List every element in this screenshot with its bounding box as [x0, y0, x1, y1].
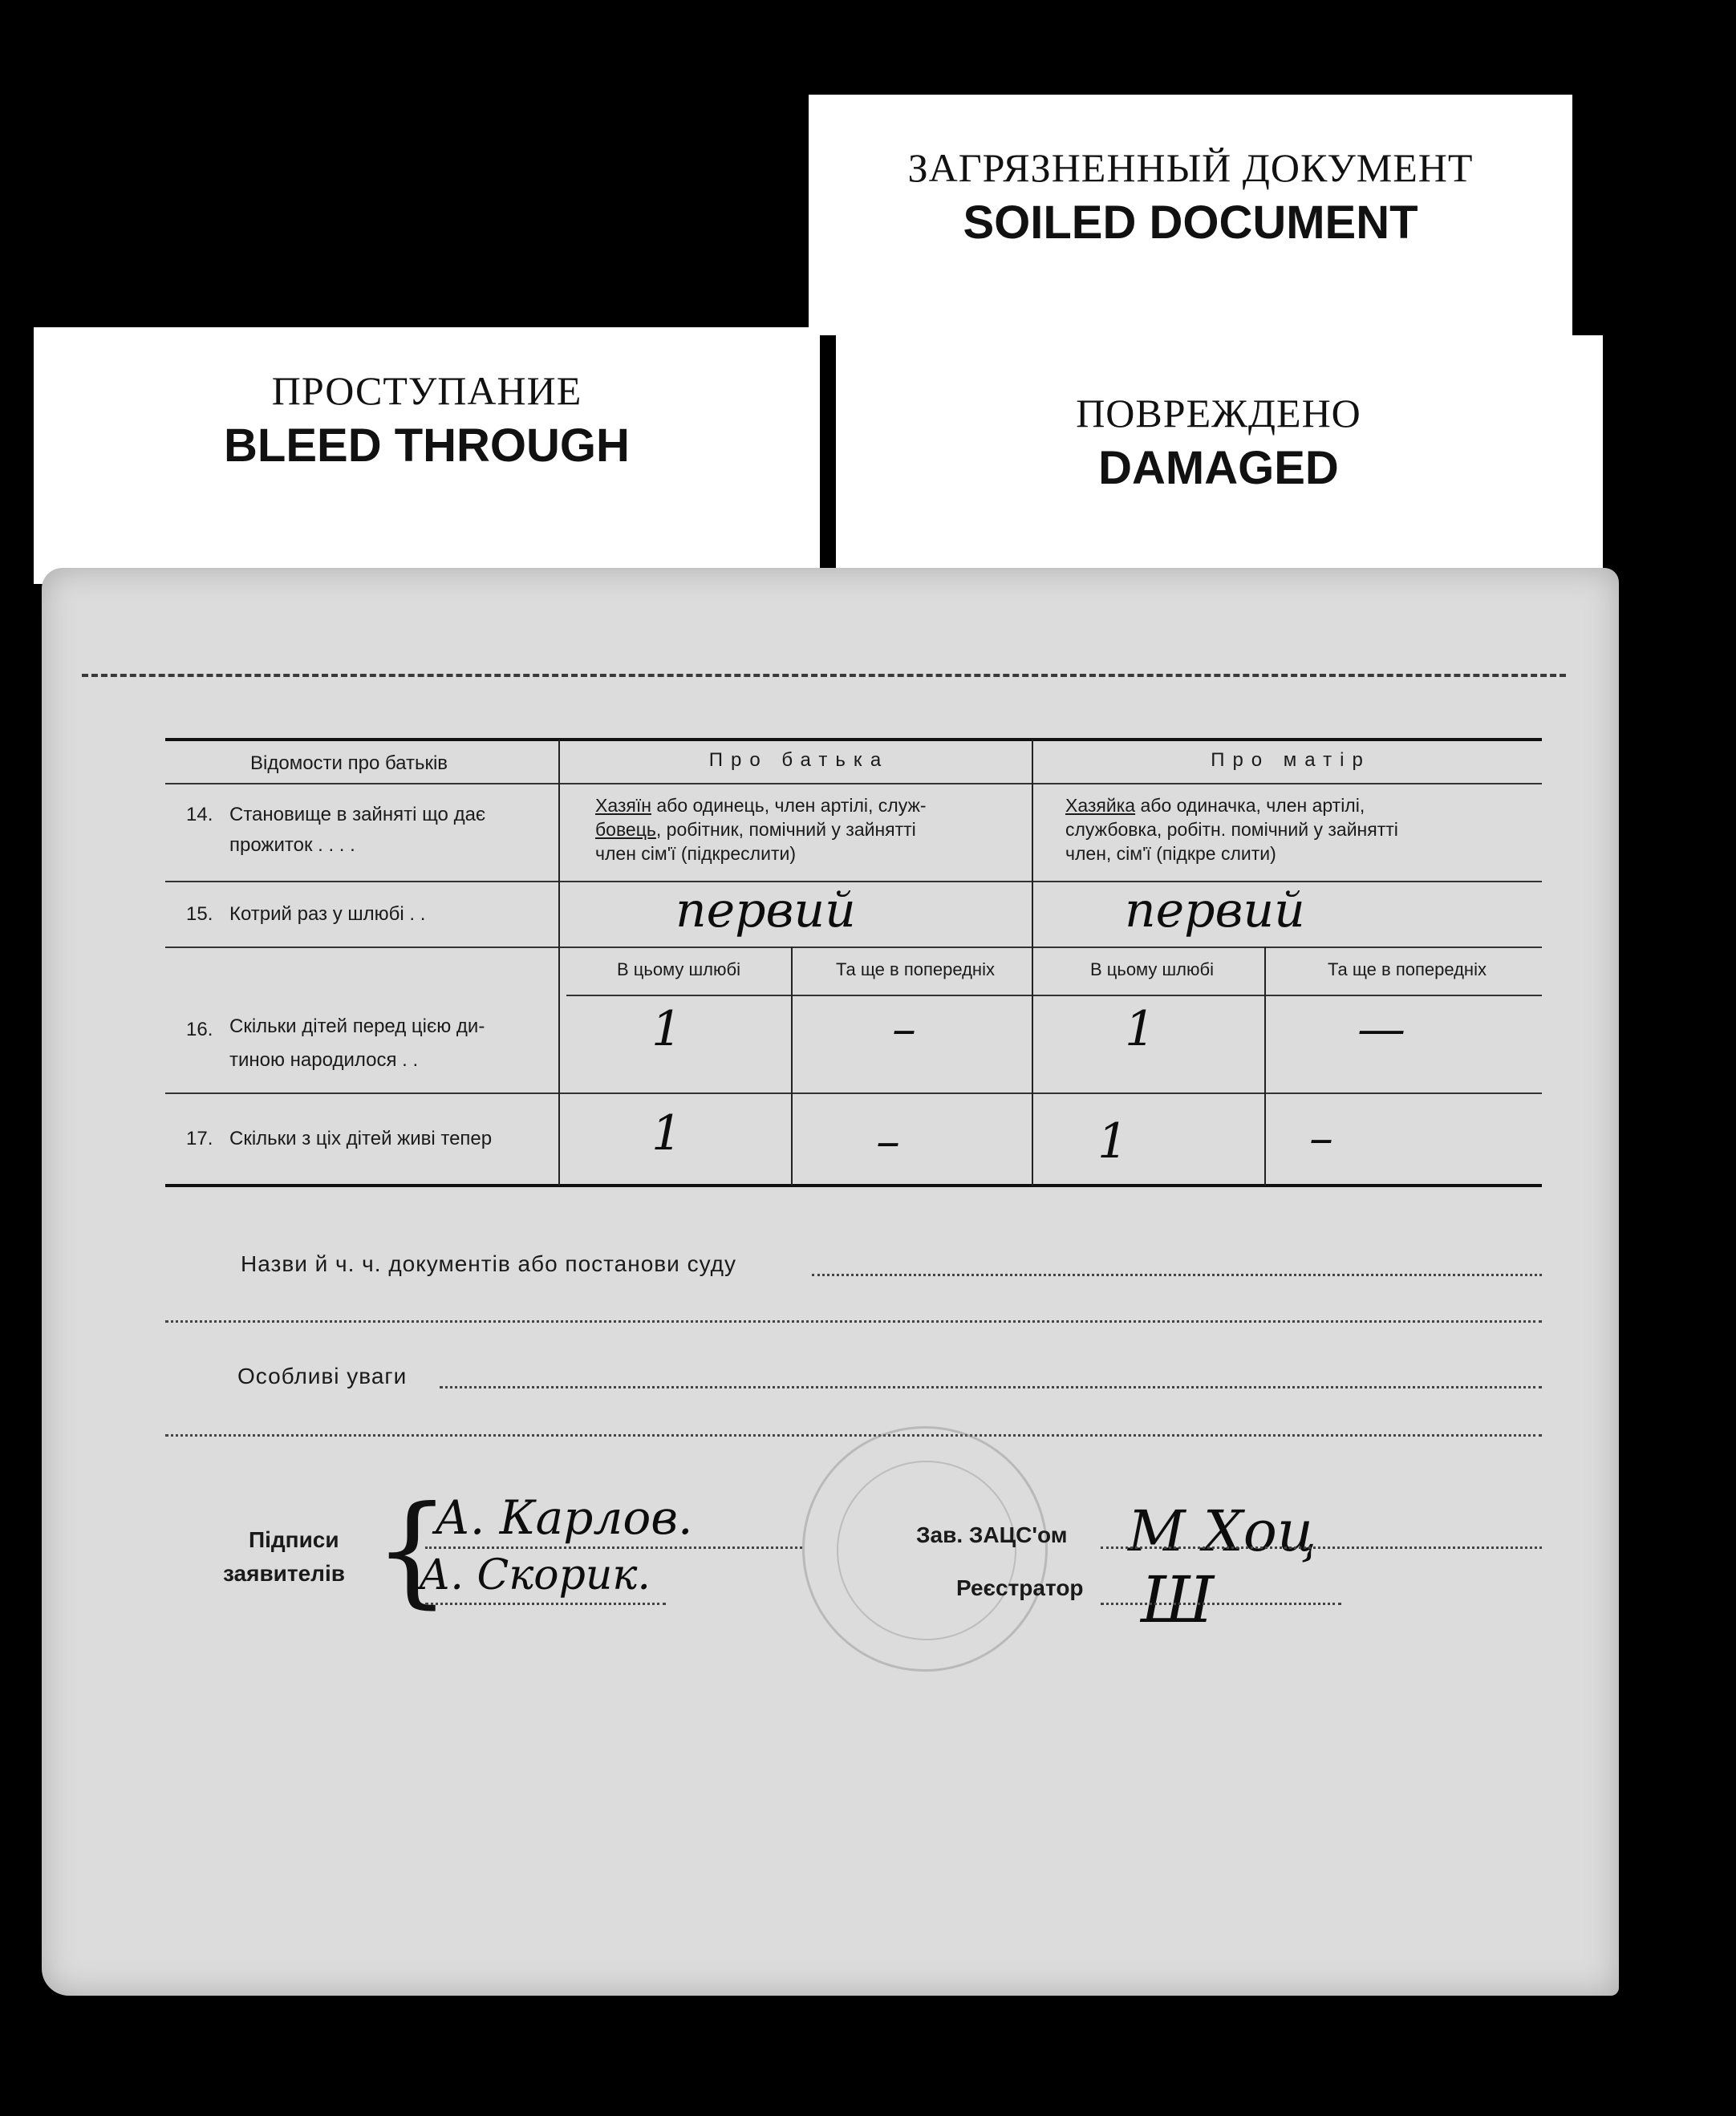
col-divider-father [791, 947, 793, 1186]
registrar-signature: Ш [1141, 1563, 1215, 1637]
col-divider-1 [558, 740, 560, 1186]
row16-father-prev: – [892, 1001, 916, 1057]
notes-line-1 [440, 1386, 1542, 1388]
row15-mother-handwritten: первий [1125, 882, 1305, 938]
applicant-line-1 [425, 1546, 802, 1549]
header-father: Про батька [708, 749, 890, 771]
soiled-card-english: SOILED DOCUMENT [963, 197, 1418, 249]
head-signature: М Хоц [1128, 1498, 1316, 1564]
father-line2-rest: , робітник, помічний у зайнятті [655, 819, 916, 840]
row16-number: 16. [186, 1019, 213, 1040]
damaged-card-russian: ПОВРЕЖДЕНО [1076, 391, 1361, 436]
applicants-label-1: Підписи [249, 1527, 339, 1552]
row14-mother-line2: службовка, робітн. помічний у зайнятті [1065, 819, 1398, 840]
damaged-card [834, 335, 1603, 592]
head-signature-line [1101, 1546, 1542, 1549]
bleed-through-card [34, 327, 820, 584]
head-label: Зав. ЗАЦС'ом [916, 1522, 1068, 1547]
soiled-document-card [809, 95, 1572, 351]
subheader-father-this: В цьому шлюбі [616, 959, 741, 979]
row16-label-2: тиною народилося . . [229, 1049, 419, 1071]
table-bottom-rule [165, 1184, 1542, 1187]
row17-father-this: 1 [651, 1105, 683, 1161]
subheader-father-prev: Та ще в попередніх [836, 959, 995, 979]
row15-number: 15. [186, 903, 213, 925]
row14-number: 14. [186, 804, 213, 825]
damaged-card-english: DAMAGED [1098, 442, 1339, 494]
applicants-label-2: заявителів [223, 1561, 345, 1586]
father-employee-underlined: бовець [595, 819, 656, 840]
subheader-mother-this: В цьому шлюбі [1089, 959, 1215, 979]
row14-father-line3: член сім'ї (підкреслити) [595, 843, 796, 864]
father-line1-rest: або одинець, член артілі, служ- [651, 795, 927, 816]
table-header-rule [165, 783, 1542, 784]
row16-mother-prev: — [1357, 1001, 1405, 1057]
row14-label-1: Становище в зайняті що дає [229, 804, 486, 825]
row15-father-handwritten: первий [675, 882, 856, 938]
applicant-line-2 [425, 1603, 666, 1605]
col-divider-2 [1032, 740, 1033, 1186]
card-divider [820, 335, 836, 576]
document-sheet [42, 568, 1619, 1996]
header-mother: Про матір [1211, 749, 1371, 771]
stamp-inner-ring [837, 1461, 1016, 1640]
mother-line1-rest: або одиначка, член артілі, [1135, 795, 1365, 816]
row16-mother-this: 1 [1125, 1001, 1156, 1057]
subheader-rule [566, 995, 1542, 996]
row14-mother-line1 [1065, 794, 1365, 818]
bleed-card-english: BLEED THROUGH [224, 420, 630, 472]
official-stamp [802, 1426, 1048, 1672]
father-owner-underlined: Хазяїн [595, 795, 651, 816]
row15-label: Котрий раз у шлюбі . . [229, 903, 426, 925]
row16-rule [165, 1092, 1542, 1094]
row17-label: Скільки з ціх дітей живі тепер [229, 1128, 493, 1149]
row17-father-prev: – [876, 1113, 900, 1169]
documents-label: Назви й ч. ч. документів або постанови суду [241, 1251, 736, 1276]
row16-label-1: Скільки дітей перед цією ди- [229, 1015, 485, 1037]
row17-number: 17. [186, 1128, 213, 1149]
row15-rule [165, 947, 1542, 948]
documents-line-1 [812, 1274, 1542, 1276]
table-top-rule [165, 738, 1542, 741]
col-divider-mother [1264, 947, 1266, 1186]
row14-mother-line3: член, сім'ї (підкре слити) [1065, 843, 1276, 864]
documents-line-2 [165, 1320, 1542, 1323]
registrar-label: Реєстратор [956, 1575, 1084, 1600]
applicant-signature-1: А. Карлов. [435, 1490, 693, 1545]
perforation-line [82, 674, 1566, 677]
row14-label-2: прожиток . . . . [229, 834, 355, 856]
soiled-card-russian: ЗАГРЯЗНЕННЫЙ ДОКУМЕНТ [907, 145, 1474, 190]
mother-owner-underlined: Хазяйка [1065, 795, 1136, 816]
applicants-brace: { [374, 1481, 451, 1620]
notes-line-2 [165, 1434, 1542, 1437]
subheader-mother-prev: Та ще в попередніх [1328, 959, 1487, 979]
header-parents-info: Відомости про батьків [250, 752, 448, 774]
row16-father-this: 1 [651, 1001, 683, 1057]
row17-mother-prev: – [1309, 1110, 1333, 1166]
row14-father-line1 [595, 794, 927, 818]
bleed-card-russian: ПРОСТУПАНИЕ [271, 368, 582, 413]
row14-father-line2 [595, 818, 916, 842]
registrar-line [1101, 1603, 1341, 1605]
applicant-signature-2: А. Скорик. [419, 1551, 651, 1599]
row17-mother-this: 1 [1097, 1113, 1129, 1169]
notes-label: Особливі уваги [237, 1364, 408, 1388]
